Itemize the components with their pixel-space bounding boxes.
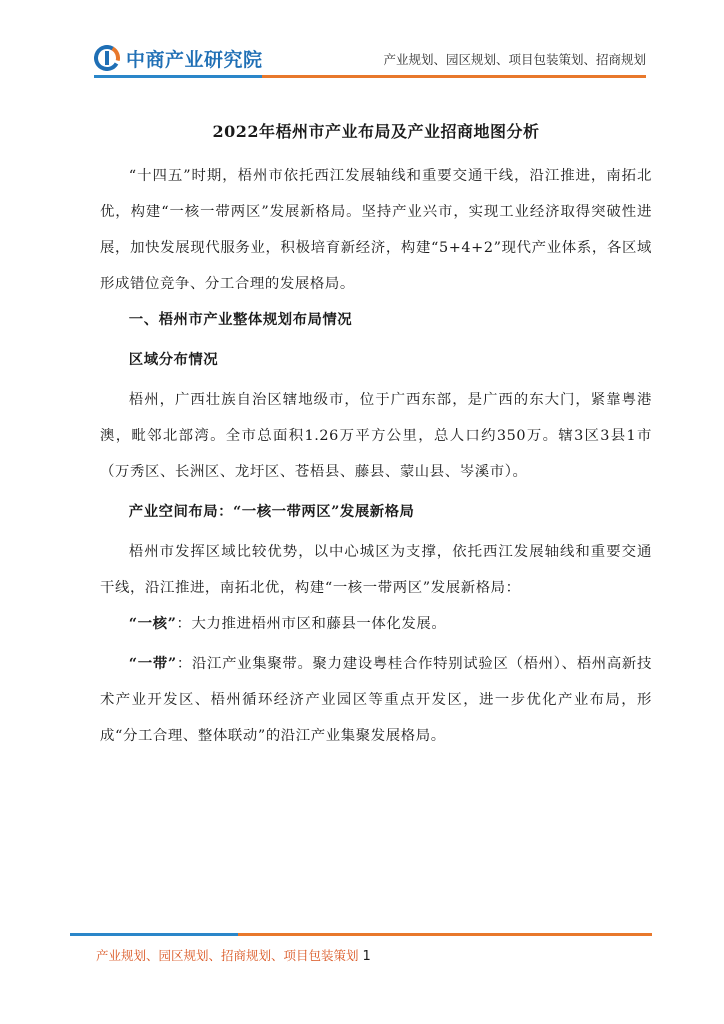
region-paragraph: 梧州，广西壮族自治区辖地级市，位于广西东部，是广西的东大门，紧靠粤港澳，毗邻北部湾。全市总面积1.26万平方公里，总人口约350万。辖3区3县1市（万秀区、长洲区、龙圩区、苍梧县、藤县、蒙山县、岑溪市）。 (100, 392, 652, 480)
belt-paragraph (100, 646, 652, 754)
page-number: 1 (362, 949, 371, 964)
spatial-paragraph: 梧州市发挥区域比较优势，以中心城区为支撑，依托西江发展轴线和重要交通干线，沿江推进，南拓北优，构建“一核一带两区”发展新格局： (100, 544, 652, 596)
core-text: ：大力推进梧州市区和藤县一体化发展。 (176, 616, 447, 632)
subsection-heading-spatial: 产业空间布局：“一核一带两区”发展新格局 (128, 503, 415, 520)
document-body (100, 118, 652, 754)
header-rule-orange (262, 75, 646, 78)
brand-logo (94, 44, 263, 72)
intro-paragraph: “十四五”时期，梧州市依托西江发展轴线和重要交通干线，沿江推进，南拓北优，构建“一核一带两区”发展新格局。坚持产业兴市，实现工业经济取得突破性进展，加快发展现代服务业，积极培育新经济，构建“5+4+2”现代产业体系，各区域形成错位竞争、分工合理的发展格局。 (100, 168, 652, 292)
core-paragraph (100, 606, 652, 642)
cn-logo-mark-icon (94, 45, 120, 71)
footer-rule-blue (70, 933, 238, 936)
belt-lead: “一带” (128, 655, 177, 672)
section-heading-planning: 一、梧州市产业整体规划布局情况 (128, 311, 353, 328)
page-footer (96, 946, 371, 964)
core-lead: “一核” (128, 615, 177, 632)
header-rule-blue (94, 75, 262, 78)
header-tagline: 产业规划、园区规划、项目包装策划、招商规划 (383, 52, 646, 67)
footer-tagline: 产业规划、园区规划、招商规划、项目包装策划 (96, 948, 359, 963)
page-header (0, 0, 724, 90)
logo-text: 中商产业研究院 (126, 48, 263, 71)
footer-rule-orange (238, 933, 652, 936)
belt-text: ：沿江产业集聚带。聚力建设粤桂合作特别试验区（梧州）、梧州高新技术产业开发区、梧州循环经济产业园区等重点开发区，进一步优化产业布局，形成“分工合理、整体联动”的沿江产业集聚发展格局。 (100, 656, 652, 744)
document-title: 2022年梧州市产业布局及产业招商地图分析 (212, 122, 540, 141)
subsection-heading-region: 区域分布情况 (128, 351, 219, 368)
